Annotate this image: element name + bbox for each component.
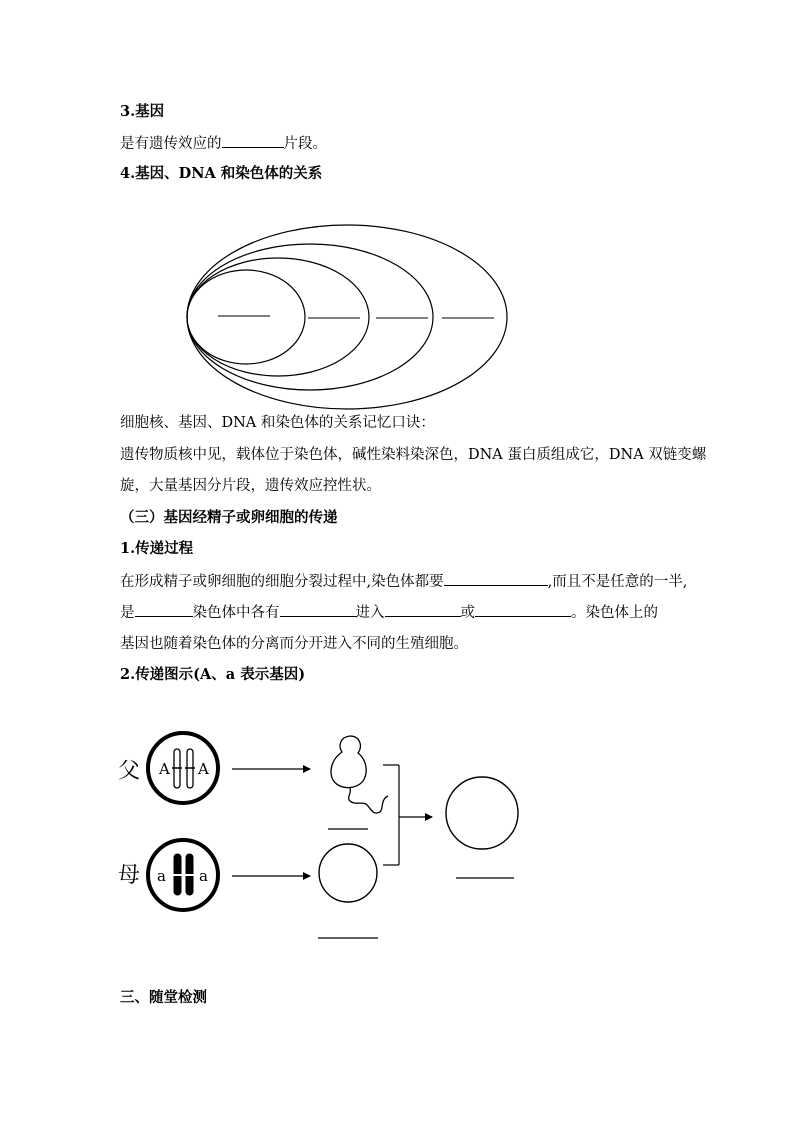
egg-cell	[319, 844, 377, 902]
section-check-heading: 三、随堂检测	[120, 989, 207, 1006]
diagram2-heading: 2.传递图示(A、a 表示基因)	[120, 666, 306, 683]
sperm-head	[331, 736, 366, 788]
process-text-1: 在形成精子或卵细胞的细胞分裂过程中,染色体都要	[120, 574, 444, 590]
father-gene-left: A	[159, 760, 170, 778]
zygote-cell	[446, 777, 518, 849]
section3-heading: 3.基因	[120, 103, 165, 120]
father-gene-right: A	[198, 760, 209, 778]
section3-text-after: 片段。	[283, 136, 327, 152]
mother-gene-right: a	[199, 867, 208, 885]
mother-label: 母	[118, 863, 141, 888]
father-label: 父	[118, 759, 141, 784]
part3-heading: （三）基因经精子或卵细胞的传递	[120, 509, 338, 526]
process-text-5: 进入	[355, 605, 385, 621]
process-text-7: 。染色体上的	[571, 605, 658, 621]
section4-heading: 4.基因、DNA 和染色体的关系	[120, 165, 323, 182]
process-text-6: 或	[460, 605, 475, 621]
process-text-3: 是	[120, 605, 135, 621]
sperm-tail	[349, 788, 388, 813]
process-text-4: 染色体中各有	[192, 605, 280, 621]
mnemonic-title: 细胞核、基因、DNA 和染色体的关系记忆口诀：	[120, 415, 435, 431]
process-line-3: 基因也随着染色体的分离而分开进入不同的生殖细胞。	[120, 636, 468, 652]
process-heading: 1.传递过程	[120, 540, 194, 557]
mnemonic-line-1: 遗传物质核中见，载体位于染色体，碱性染料染深色，DNA 蛋白质组成它，DNA 双链变螺	[120, 447, 707, 463]
process-text-2: ,而且不是任意的一半,	[547, 574, 688, 590]
mnemonic-line-2: 旋，大量基因分片段，遗传效应控性状。	[120, 478, 381, 494]
section3-text-before: 是有遗传效应的	[120, 136, 222, 152]
mother-gene-left: a	[157, 867, 166, 885]
